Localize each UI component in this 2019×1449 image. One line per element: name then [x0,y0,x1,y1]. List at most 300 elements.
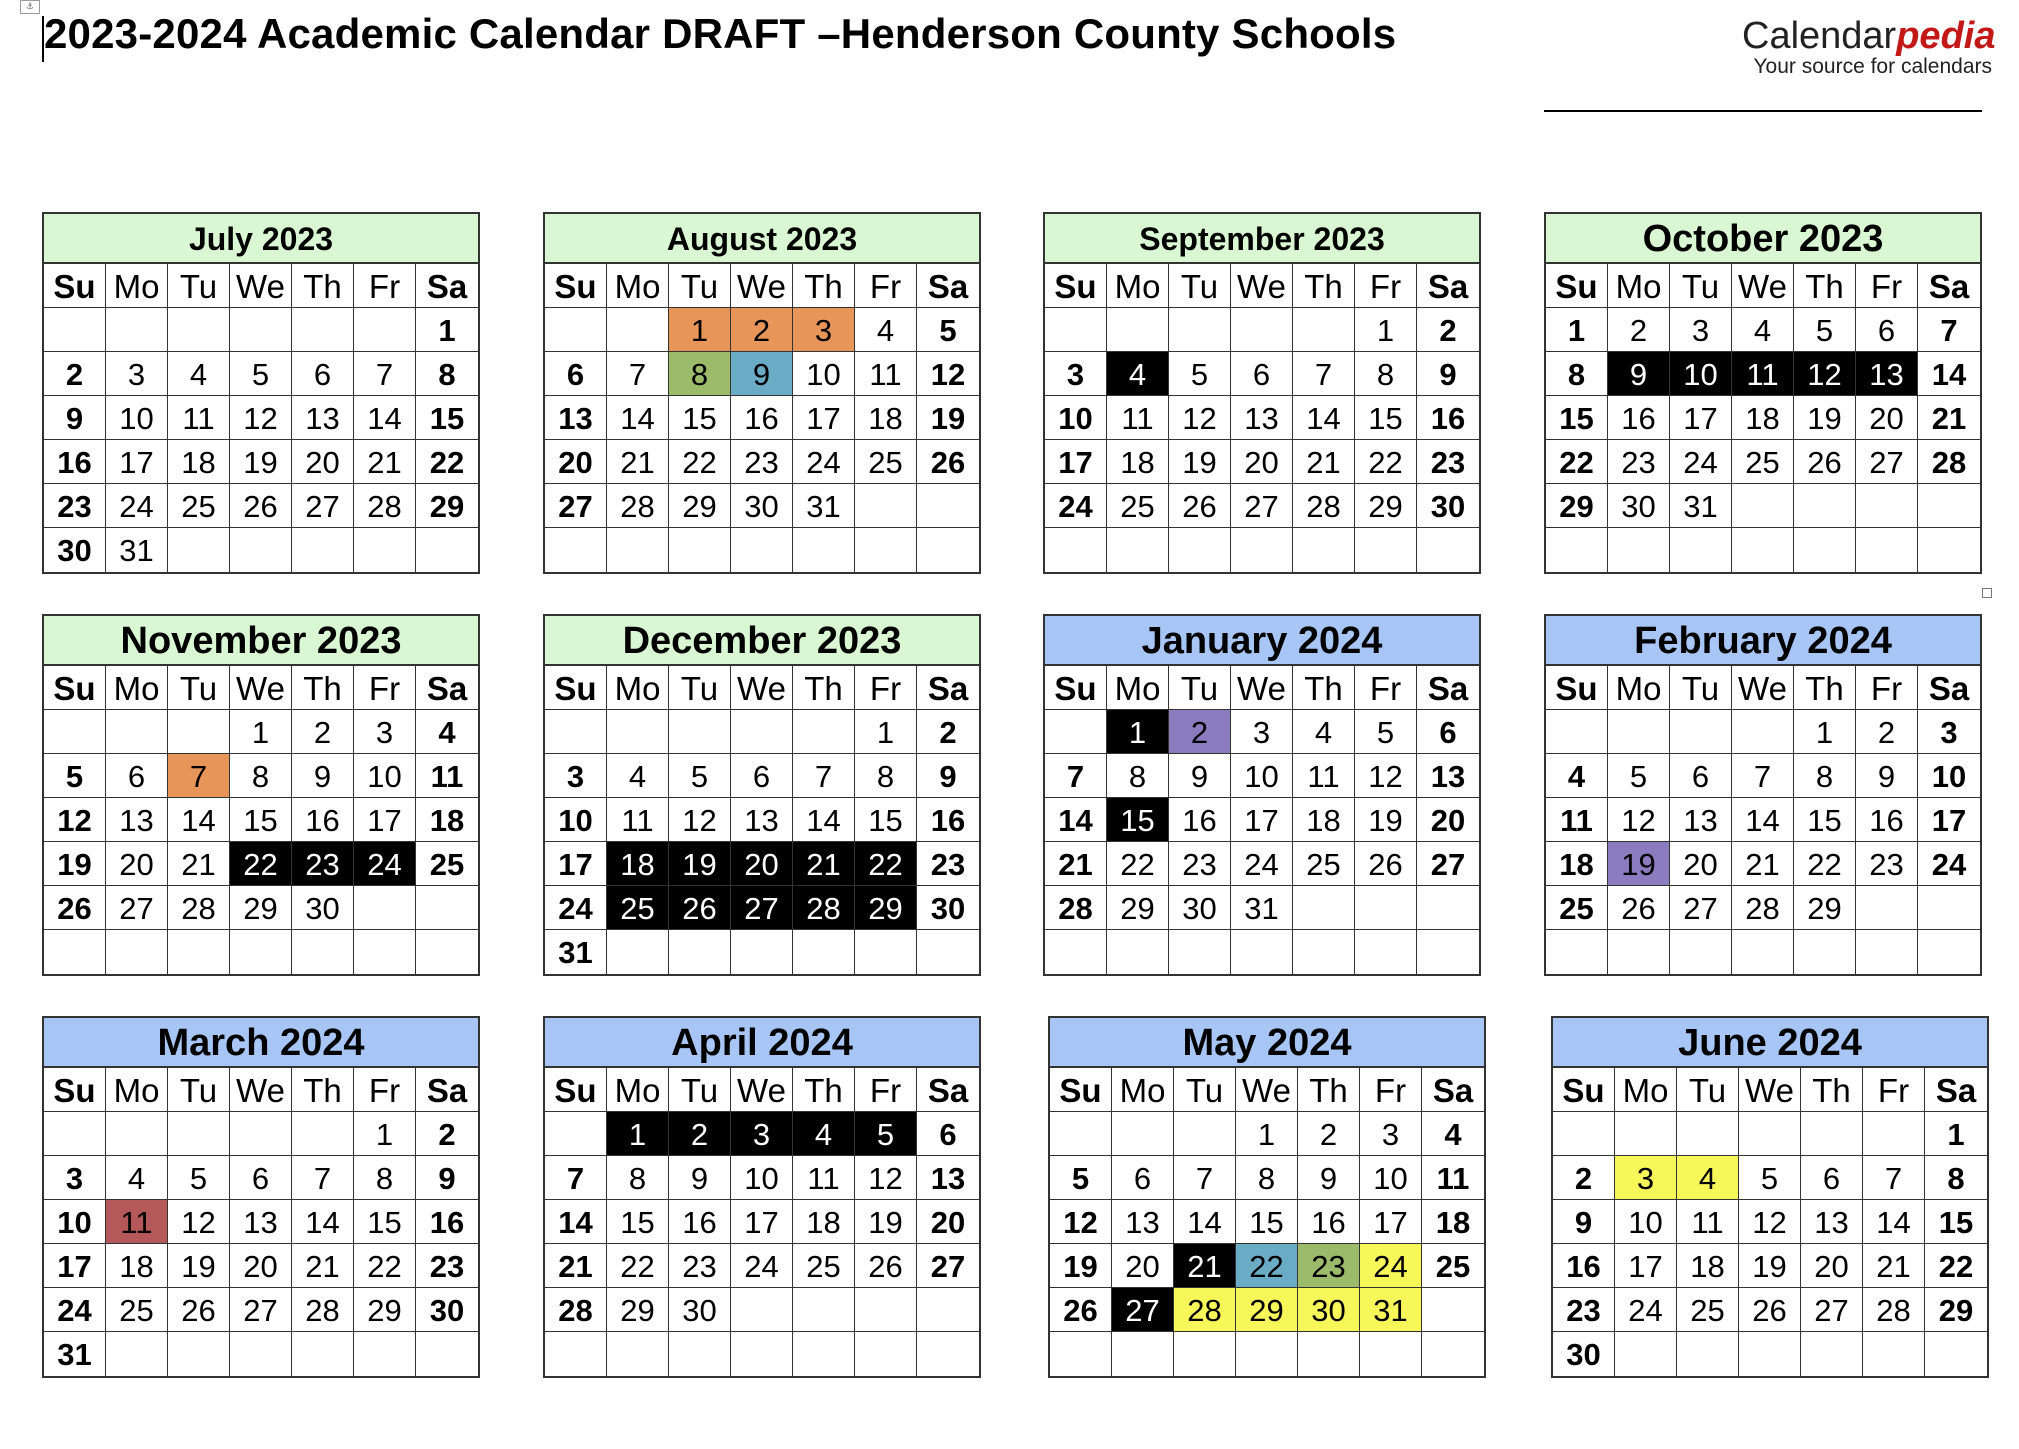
day-cell[interactable]: 10 [354,754,416,798]
day-cell[interactable]: 3 [1360,1112,1422,1156]
day-cell[interactable]: 21 [1045,842,1107,886]
day-cell[interactable]: 6 [1231,352,1293,396]
day-cell[interactable]: 21 [354,440,416,484]
day-cell[interactable]: 9 [669,1156,731,1200]
day-cell[interactable]: 16 [1856,798,1918,842]
day-cell[interactable]: 3 [731,1112,793,1156]
day-cell[interactable]: 16 [1417,396,1479,440]
day-cell[interactable]: 1 [1107,710,1169,754]
day-cell[interactable]: 18 [1293,798,1355,842]
day-cell[interactable]: 30 [1298,1288,1360,1332]
day-cell[interactable]: 3 [545,754,607,798]
day-cell[interactable]: 11 [1546,798,1608,842]
day-cell[interactable]: 30 [44,528,106,572]
day-cell[interactable]: 23 [731,440,793,484]
day-cell[interactable]: 18 [1732,396,1794,440]
day-cell[interactable]: 5 [1169,352,1231,396]
day-cell[interactable]: 2 [292,710,354,754]
day-cell[interactable]: 7 [292,1156,354,1200]
day-cell[interactable]: 9 [731,352,793,396]
day-cell[interactable]: 7 [1732,754,1794,798]
day-cell[interactable]: 19 [1169,440,1231,484]
day-cell[interactable]: 11 [607,798,669,842]
day-cell[interactable]: 21 [545,1244,607,1288]
day-cell[interactable]: 17 [1670,396,1732,440]
day-cell[interactable]: 27 [1801,1288,1863,1332]
day-cell[interactable]: 16 [731,396,793,440]
day-cell[interactable]: 30 [669,1288,731,1332]
day-cell[interactable]: 18 [607,842,669,886]
day-cell[interactable]: 23 [44,484,106,528]
day-cell[interactable]: 21 [1732,842,1794,886]
day-cell[interactable]: 28 [168,886,230,930]
day-cell[interactable]: 13 [1417,754,1479,798]
day-cell[interactable]: 22 [1107,842,1169,886]
day-cell[interactable]: 25 [1546,886,1608,930]
day-cell[interactable]: 7 [354,352,416,396]
day-cell[interactable]: 11 [106,1200,168,1244]
day-cell[interactable]: 11 [168,396,230,440]
day-cell[interactable]: 2 [669,1112,731,1156]
day-cell[interactable]: 24 [106,484,168,528]
day-cell[interactable]: 19 [44,842,106,886]
day-cell[interactable]: 28 [1732,886,1794,930]
day-cell[interactable]: 10 [731,1156,793,1200]
day-cell[interactable]: 29 [1925,1288,1987,1332]
day-cell[interactable]: 25 [1677,1288,1739,1332]
day-cell[interactable]: 14 [1045,798,1107,842]
day-cell[interactable]: 5 [44,754,106,798]
day-cell[interactable]: 2 [416,1112,478,1156]
day-cell[interactable]: 30 [917,886,979,930]
day-cell[interactable]: 4 [855,308,917,352]
day-cell[interactable]: 4 [1732,308,1794,352]
day-cell[interactable]: 9 [1553,1200,1615,1244]
day-cell[interactable]: 22 [1546,440,1608,484]
day-cell[interactable]: 19 [1608,842,1670,886]
day-cell[interactable]: 7 [1918,308,1980,352]
day-cell[interactable]: 6 [106,754,168,798]
day-cell[interactable]: 4 [793,1112,855,1156]
day-cell[interactable]: 17 [1231,798,1293,842]
day-cell[interactable]: 23 [1417,440,1479,484]
day-cell[interactable]: 7 [168,754,230,798]
day-cell[interactable]: 13 [545,396,607,440]
day-cell[interactable]: 25 [1293,842,1355,886]
day-cell[interactable]: 31 [44,1332,106,1376]
day-cell[interactable]: 12 [1794,352,1856,396]
day-cell[interactable]: 27 [106,886,168,930]
day-cell[interactable]: 14 [1293,396,1355,440]
day-cell[interactable]: 3 [1918,710,1980,754]
day-cell[interactable]: 11 [1732,352,1794,396]
day-cell[interactable]: 18 [106,1244,168,1288]
day-cell[interactable]: 10 [1045,396,1107,440]
day-cell[interactable]: 30 [416,1288,478,1332]
day-cell[interactable]: 30 [1169,886,1231,930]
day-cell[interactable]: 20 [1856,396,1918,440]
day-cell[interactable]: 1 [1546,308,1608,352]
day-cell[interactable]: 18 [793,1200,855,1244]
day-cell[interactable]: 22 [230,842,292,886]
day-cell[interactable]: 2 [917,710,979,754]
day-cell[interactable]: 12 [44,798,106,842]
day-cell[interactable]: 26 [669,886,731,930]
day-cell[interactable]: 4 [106,1156,168,1200]
day-cell[interactable]: 11 [1107,396,1169,440]
day-cell[interactable]: 15 [1546,396,1608,440]
day-cell[interactable]: 28 [545,1288,607,1332]
day-cell[interactable]: 17 [354,798,416,842]
day-cell[interactable]: 19 [1794,396,1856,440]
day-cell[interactable]: 24 [545,886,607,930]
day-cell[interactable]: 29 [416,484,478,528]
day-cell[interactable]: 24 [1615,1288,1677,1332]
day-cell[interactable]: 9 [917,754,979,798]
day-cell[interactable]: 22 [1236,1244,1298,1288]
day-cell[interactable]: 19 [1739,1244,1801,1288]
day-cell[interactable]: 12 [1169,396,1231,440]
day-cell[interactable]: 23 [917,842,979,886]
day-cell[interactable]: 8 [669,352,731,396]
day-cell[interactable]: 13 [230,1200,292,1244]
day-cell[interactable]: 19 [917,396,979,440]
day-cell[interactable]: 15 [230,798,292,842]
day-cell[interactable]: 14 [168,798,230,842]
day-cell[interactable]: 1 [354,1112,416,1156]
day-cell[interactable]: 8 [1236,1156,1298,1200]
day-cell[interactable]: 23 [292,842,354,886]
day-cell[interactable]: 22 [855,842,917,886]
day-cell[interactable]: 10 [1615,1200,1677,1244]
day-cell[interactable]: 1 [1794,710,1856,754]
day-cell[interactable]: 3 [106,352,168,396]
day-cell[interactable]: 13 [1670,798,1732,842]
day-cell[interactable]: 7 [545,1156,607,1200]
day-cell[interactable]: 15 [354,1200,416,1244]
day-cell[interactable]: 21 [793,842,855,886]
day-cell[interactable]: 1 [855,710,917,754]
day-cell[interactable]: 16 [1169,798,1231,842]
day-cell[interactable]: 14 [607,396,669,440]
day-cell[interactable]: 4 [1546,754,1608,798]
day-cell[interactable]: 15 [1107,798,1169,842]
day-cell[interactable]: 12 [1608,798,1670,842]
day-cell[interactable]: 10 [1360,1156,1422,1200]
day-cell[interactable]: 12 [230,396,292,440]
day-cell[interactable]: 4 [607,754,669,798]
day-cell[interactable]: 25 [1422,1244,1484,1288]
day-cell[interactable]: 22 [1925,1244,1987,1288]
day-cell[interactable]: 7 [607,352,669,396]
day-cell[interactable]: 10 [44,1200,106,1244]
day-cell[interactable]: 5 [1050,1156,1112,1200]
day-cell[interactable]: 20 [545,440,607,484]
day-cell[interactable]: 18 [1546,842,1608,886]
day-cell[interactable]: 18 [855,396,917,440]
day-cell[interactable]: 19 [230,440,292,484]
day-cell[interactable]: 20 [731,842,793,886]
day-cell[interactable]: 10 [1670,352,1732,396]
day-cell[interactable]: 10 [1231,754,1293,798]
resize-handle[interactable] [1982,588,1992,598]
day-cell[interactable]: 26 [1739,1288,1801,1332]
day-cell[interactable]: 27 [1112,1288,1174,1332]
day-cell[interactable]: 29 [1355,484,1417,528]
day-cell[interactable]: 25 [1107,484,1169,528]
day-cell[interactable]: 8 [1107,754,1169,798]
day-cell[interactable]: 29 [1546,484,1608,528]
day-cell[interactable]: 31 [1231,886,1293,930]
day-cell[interactable]: 14 [1918,352,1980,396]
day-cell[interactable]: 15 [1236,1200,1298,1244]
day-cell[interactable]: 6 [1112,1156,1174,1200]
day-cell[interactable]: 20 [106,842,168,886]
day-cell[interactable]: 5 [1739,1156,1801,1200]
day-cell[interactable]: 30 [1608,484,1670,528]
day-cell[interactable]: 27 [545,484,607,528]
day-cell[interactable]: 5 [855,1112,917,1156]
day-cell[interactable]: 6 [1856,308,1918,352]
day-cell[interactable]: 23 [416,1244,478,1288]
day-cell[interactable]: 22 [354,1244,416,1288]
day-cell[interactable]: 27 [292,484,354,528]
day-cell[interactable]: 26 [1355,842,1417,886]
day-cell[interactable]: 22 [1355,440,1417,484]
day-cell[interactable]: 26 [1608,886,1670,930]
day-cell[interactable]: 10 [545,798,607,842]
day-cell[interactable]: 20 [1417,798,1479,842]
day-cell[interactable]: 21 [168,842,230,886]
day-cell[interactable]: 18 [168,440,230,484]
day-cell[interactable]: 7 [1174,1156,1236,1200]
day-cell[interactable]: 3 [354,710,416,754]
day-cell[interactable]: 11 [1293,754,1355,798]
day-cell[interactable]: 29 [855,886,917,930]
day-cell[interactable]: 17 [1615,1244,1677,1288]
day-cell[interactable]: 20 [1231,440,1293,484]
day-cell[interactable]: 8 [230,754,292,798]
day-cell[interactable]: 2 [1298,1112,1360,1156]
day-cell[interactable]: 16 [292,798,354,842]
day-cell[interactable]: 12 [1050,1200,1112,1244]
day-cell[interactable]: 23 [1608,440,1670,484]
day-cell[interactable]: 24 [354,842,416,886]
day-cell[interactable]: 13 [731,798,793,842]
day-cell[interactable]: 13 [106,798,168,842]
day-cell[interactable]: 28 [292,1288,354,1332]
day-cell[interactable]: 25 [106,1288,168,1332]
day-cell[interactable]: 3 [1670,308,1732,352]
day-cell[interactable]: 30 [731,484,793,528]
day-cell[interactable]: 27 [917,1244,979,1288]
day-cell[interactable]: 30 [1553,1332,1615,1376]
day-cell[interactable]: 31 [1670,484,1732,528]
day-cell[interactable]: 22 [607,1244,669,1288]
day-cell[interactable]: 27 [731,886,793,930]
day-cell[interactable]: 9 [1169,754,1231,798]
day-cell[interactable]: 13 [1801,1200,1863,1244]
day-cell[interactable]: 9 [1298,1156,1360,1200]
day-cell[interactable]: 28 [354,484,416,528]
day-cell[interactable]: 29 [607,1288,669,1332]
day-cell[interactable]: 2 [1856,710,1918,754]
day-cell[interactable]: 20 [1801,1244,1863,1288]
day-cell[interactable]: 29 [230,886,292,930]
day-cell[interactable]: 22 [669,440,731,484]
day-cell[interactable]: 30 [292,886,354,930]
day-cell[interactable]: 23 [669,1244,731,1288]
day-cell[interactable]: 14 [1863,1200,1925,1244]
day-cell[interactable]: 20 [917,1200,979,1244]
day-cell[interactable]: 4 [1293,710,1355,754]
day-cell[interactable]: 27 [1856,440,1918,484]
day-cell[interactable]: 7 [793,754,855,798]
day-cell[interactable]: 24 [731,1244,793,1288]
day-cell[interactable]: 11 [855,352,917,396]
day-cell[interactable]: 24 [1231,842,1293,886]
day-cell[interactable]: 14 [292,1200,354,1244]
day-cell[interactable]: 20 [292,440,354,484]
day-cell[interactable]: 17 [793,396,855,440]
day-cell[interactable]: 6 [917,1112,979,1156]
day-cell[interactable]: 2 [1417,308,1479,352]
day-cell[interactable]: 9 [1608,352,1670,396]
day-cell[interactable]: 15 [1925,1200,1987,1244]
day-cell[interactable]: 8 [1794,754,1856,798]
day-cell[interactable]: 19 [669,842,731,886]
day-cell[interactable]: 8 [354,1156,416,1200]
day-cell[interactable]: 12 [1355,754,1417,798]
day-cell[interactable]: 21 [1863,1244,1925,1288]
day-cell[interactable]: 24 [1918,842,1980,886]
day-cell[interactable]: 29 [1107,886,1169,930]
day-cell[interactable]: 4 [1677,1156,1739,1200]
day-cell[interactable]: 15 [669,396,731,440]
day-cell[interactable]: 4 [416,710,478,754]
day-cell[interactable]: 28 [1174,1288,1236,1332]
day-cell[interactable]: 30 [1417,484,1479,528]
day-cell[interactable]: 8 [1925,1156,1987,1200]
day-cell[interactable]: 17 [1360,1200,1422,1244]
day-cell[interactable]: 26 [168,1288,230,1332]
day-cell[interactable]: 7 [1863,1156,1925,1200]
day-cell[interactable]: 10 [1918,754,1980,798]
day-cell[interactable]: 24 [793,440,855,484]
day-cell[interactable]: 9 [1417,352,1479,396]
day-cell[interactable]: 25 [607,886,669,930]
day-cell[interactable]: 15 [416,396,478,440]
day-cell[interactable]: 6 [731,754,793,798]
day-cell[interactable]: 12 [1739,1200,1801,1244]
day-cell[interactable]: 28 [1863,1288,1925,1332]
day-cell[interactable]: 1 [607,1112,669,1156]
day-cell[interactable]: 27 [1231,484,1293,528]
day-cell[interactable]: 16 [669,1200,731,1244]
day-cell[interactable]: 17 [106,440,168,484]
day-cell[interactable]: 2 [731,308,793,352]
day-cell[interactable]: 20 [230,1244,292,1288]
day-cell[interactable]: 10 [793,352,855,396]
day-cell[interactable]: 18 [1677,1244,1739,1288]
day-cell[interactable]: 21 [607,440,669,484]
day-cell[interactable]: 14 [1732,798,1794,842]
day-cell[interactable]: 31 [106,528,168,572]
day-cell[interactable]: 17 [545,842,607,886]
day-cell[interactable]: 16 [1608,396,1670,440]
day-cell[interactable]: 11 [1677,1200,1739,1244]
day-cell[interactable]: 7 [1045,754,1107,798]
day-cell[interactable]: 11 [1422,1156,1484,1200]
day-cell[interactable]: 8 [607,1156,669,1200]
day-cell[interactable]: 2 [44,352,106,396]
day-cell[interactable]: 13 [1856,352,1918,396]
day-cell[interactable]: 14 [354,396,416,440]
day-cell[interactable]: 20 [1670,842,1732,886]
day-cell[interactable]: 28 [1918,440,1980,484]
day-cell[interactable]: 26 [230,484,292,528]
day-cell[interactable]: 9 [44,396,106,440]
day-cell[interactable]: 11 [416,754,478,798]
day-cell[interactable]: 17 [1918,798,1980,842]
day-cell[interactable]: 28 [793,886,855,930]
day-cell[interactable]: 16 [416,1200,478,1244]
day-cell[interactable]: 24 [1045,484,1107,528]
day-cell[interactable]: 19 [855,1200,917,1244]
day-cell[interactable]: 26 [1050,1288,1112,1332]
day-cell[interactable]: 1 [230,710,292,754]
day-cell[interactable]: 9 [1856,754,1918,798]
day-cell[interactable]: 13 [292,396,354,440]
day-cell[interactable]: 3 [1045,352,1107,396]
day-cell[interactable]: 13 [1112,1200,1174,1244]
day-cell[interactable]: 18 [1422,1200,1484,1244]
day-cell[interactable]: 17 [1045,440,1107,484]
day-cell[interactable]: 5 [917,308,979,352]
day-cell[interactable]: 22 [1794,842,1856,886]
day-cell[interactable]: 27 [1670,886,1732,930]
day-cell[interactable]: 16 [1298,1200,1360,1244]
day-cell[interactable]: 25 [1732,440,1794,484]
day-cell[interactable]: 11 [793,1156,855,1200]
day-cell[interactable]: 13 [1231,396,1293,440]
day-cell[interactable]: 5 [230,352,292,396]
day-cell[interactable]: 26 [1169,484,1231,528]
day-cell[interactable]: 1 [1236,1112,1298,1156]
day-cell[interactable]: 17 [731,1200,793,1244]
day-cell[interactable]: 21 [1174,1244,1236,1288]
day-cell[interactable]: 21 [1293,440,1355,484]
day-cell[interactable]: 24 [44,1288,106,1332]
day-cell[interactable]: 5 [168,1156,230,1200]
day-cell[interactable]: 7 [1293,352,1355,396]
day-cell[interactable]: 12 [855,1156,917,1200]
day-cell[interactable]: 27 [1417,842,1479,886]
day-cell[interactable]: 8 [1355,352,1417,396]
day-cell[interactable]: 1 [1355,308,1417,352]
day-cell[interactable]: 9 [416,1156,478,1200]
day-cell[interactable]: 31 [793,484,855,528]
day-cell[interactable]: 26 [855,1244,917,1288]
day-cell[interactable]: 6 [1670,754,1732,798]
day-cell[interactable]: 19 [168,1244,230,1288]
day-cell[interactable]: 8 [1546,352,1608,396]
day-cell[interactable]: 6 [1417,710,1479,754]
day-cell[interactable]: 3 [793,308,855,352]
day-cell[interactable]: 29 [354,1288,416,1332]
day-cell[interactable]: 29 [669,484,731,528]
day-cell[interactable]: 14 [793,798,855,842]
